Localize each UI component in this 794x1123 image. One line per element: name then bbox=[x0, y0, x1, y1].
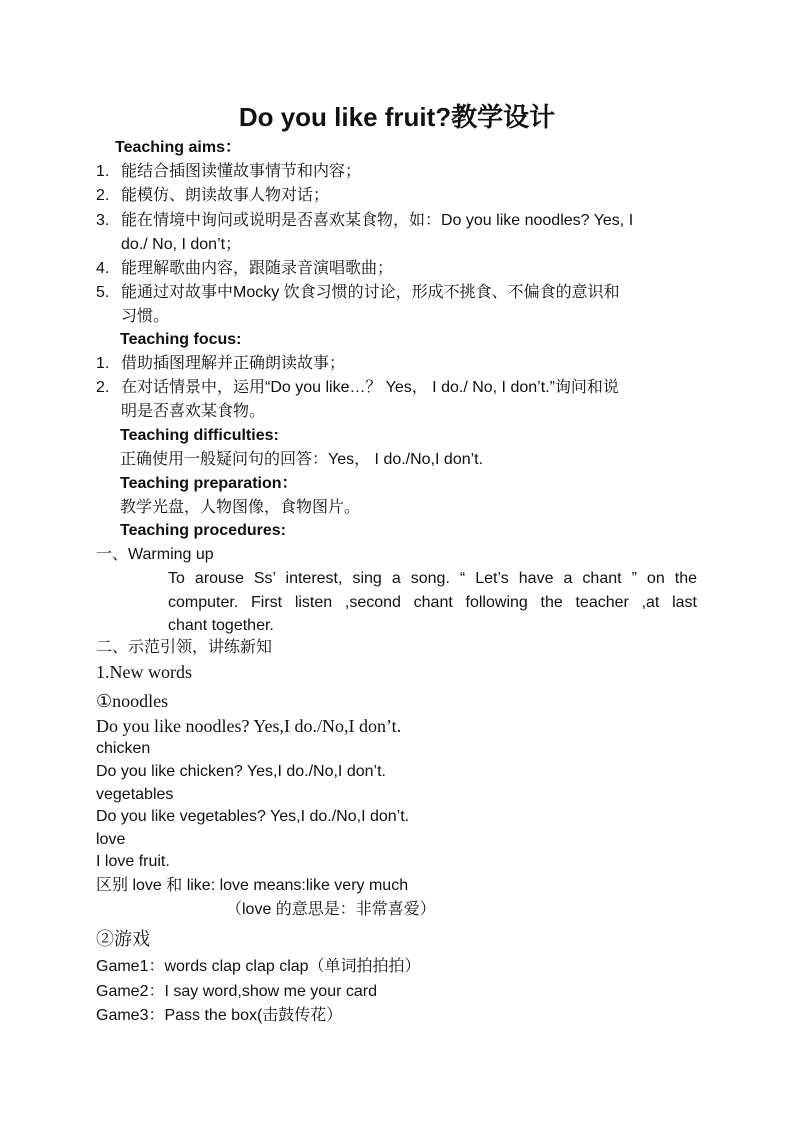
aims-heading: Teaching aims： bbox=[115, 139, 241, 156]
warming-up-line-3: chant together. bbox=[168, 617, 274, 634]
word-line: vegetables bbox=[96, 786, 174, 803]
word-line: 区别 love 和 like: love means:like very much bbox=[96, 877, 409, 894]
aims-item-num: 5. bbox=[96, 284, 110, 301]
word-line: Do you like chicken? Yes,I do./No,I don’t. bbox=[96, 763, 386, 780]
focus-item-text: 在对话情景中，运用“Do you like…？ Yes， I do./ No, I don’t.”询问和说 bbox=[121, 379, 619, 396]
document-title: Do you like fruit?教学设计 bbox=[238, 102, 556, 132]
section-warming-up-title: 一、Warming up bbox=[96, 546, 214, 563]
aims-item-num: 4. bbox=[96, 260, 110, 277]
section-new-knowledge-title: 二、示范引领，讲练新知 bbox=[96, 639, 273, 656]
circle-item-game: ②游戏 bbox=[96, 929, 150, 949]
game-line: Game2：I say word,show me your card bbox=[96, 983, 377, 1000]
focus-item-text-cont: 明是否喜欢某食物。 bbox=[121, 403, 266, 420]
aims-item-text: 能结合插图读懂故事情节和内容； bbox=[121, 163, 362, 180]
focus-item-num: 2. bbox=[96, 379, 110, 396]
procedures-heading: Teaching procedures: bbox=[120, 522, 286, 539]
word-line: Do you like vegetables? Yes,I do./No,I don’t. bbox=[96, 808, 410, 825]
focus-item-text: 借助插图理解并正确朗读故事； bbox=[121, 355, 346, 372]
love-note: （love 的意思是：非常喜爱） bbox=[226, 901, 436, 918]
circle-item-noodles: ①noodles bbox=[96, 691, 169, 711]
warming-up-line-1: To arouse Ss’ interest, sing a song. “ Let’s have a chant ” on the bbox=[168, 570, 697, 587]
preparation-heading: Teaching preparation： bbox=[120, 475, 298, 492]
aims-item-text-cont: 习惯。 bbox=[121, 308, 170, 325]
aims-item-text-cont: do./ No, I don’t； bbox=[121, 236, 242, 253]
word-line: chicken bbox=[96, 740, 151, 757]
aims-item-num: 2. bbox=[96, 187, 110, 204]
word-line: Do you like noodles? Yes,I do./No,I don’t. bbox=[96, 716, 402, 736]
aims-item-num: 1. bbox=[96, 163, 110, 180]
aims-item-text: 能模仿、朗读故事人物对话； bbox=[121, 187, 330, 204]
game-line: Game1：words clap clap clap（单词拍拍拍） bbox=[96, 958, 421, 975]
warming-up-line-2: computer. First listen ,second chant following the teacher ,at last bbox=[168, 594, 697, 611]
aims-item-text: 能通过对故事中Mocky 饮食习惯的讨论，形成不挑食、不偏食的意识和 bbox=[121, 284, 620, 301]
aims-item-text: 能理解歌曲内容，跟随录音演唱歌曲； bbox=[121, 260, 394, 277]
aims-item-text: 能在情境中询问或说明是否喜欢某食物，如：Do you like noodles? Yes, I bbox=[121, 212, 634, 229]
difficulties-heading: Teaching difficulties: bbox=[120, 427, 279, 444]
new-words-subheading: 1.New words bbox=[96, 662, 192, 682]
difficulties-text: 正确使用一般疑问句的回答：Yes， I do./No,I don’t. bbox=[120, 451, 484, 468]
game-line: Game3：Pass the box(击鼓传花） bbox=[96, 1007, 343, 1024]
aims-item-num: 3. bbox=[96, 212, 110, 229]
preparation-text: 教学光盘，人物图像，食物图片。 bbox=[120, 499, 361, 516]
word-line: love bbox=[96, 831, 126, 848]
focus-item-num: 1. bbox=[96, 355, 110, 372]
focus-heading: Teaching focus: bbox=[120, 331, 242, 348]
word-line: I love fruit. bbox=[96, 853, 170, 870]
